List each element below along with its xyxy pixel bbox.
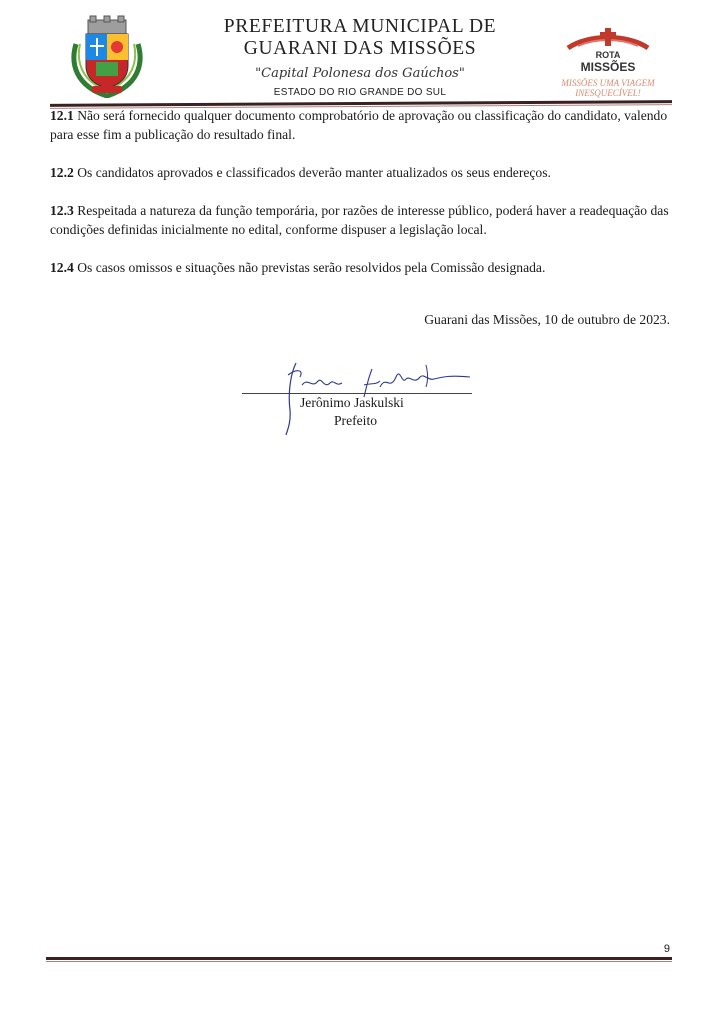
handwritten-signature-icon [230,355,490,445]
clause-text: Respeitada a natureza da função temporária, por razões de interesse público, poderá haver a readequação das condições definidas inicialmente no edital, conforme dispuser a legislação local. [50,203,669,237]
municipal-coat-of-arms-icon [66,14,148,98]
title-line-2: GUARANI DAS MISSÕES [243,38,477,59]
page-number: 9 [663,943,670,955]
paragraph-12-3 [50,201,672,239]
clause-number: 12.2 [50,165,74,180]
rota-slogan [548,78,668,98]
clause-number: 12.3 [50,203,74,218]
paragraph-12-2 [50,163,672,182]
title-line-1: PREFEITURA MUNICIPAL DE [223,16,497,37]
motto: "Capital Polonesa dos Gaúchos" [255,66,465,81]
date-line: Guarani das Missões, 10 de outubro de 2023. [424,312,670,327]
clause-text: Os casos omissos e situações não previstas serão resolvidos pela Comissão designada. [73,260,546,275]
paragraph-12-4 [50,258,672,277]
signer-name: Jerônimo Jaskulski [300,395,404,410]
rota-label: ROTA [595,50,621,60]
signature-block [230,355,490,445]
rota-missoes-logo [548,26,668,104]
signer-role: Prefeito [334,413,378,428]
rota-slogan-line-1: MISSÕES UMA VIAGEM [561,78,655,88]
rota-slogan-line-2: INESQUECÍVEL! [575,88,641,98]
clause-number: 12.1 [50,108,74,123]
letterhead-title [180,16,540,98]
footer-divider-thin [46,961,672,962]
footer-divider [46,957,672,960]
missoes-label: MISSÕES [580,60,636,74]
clause-text: Não será fornecido qualquer documento comprobatório de aprovação ou classificação do candidato, valendo para esse fim a publicação do resultado final. [50,108,668,142]
rota-missoes-emblem-icon [548,26,668,52]
clause-text: Os candidatos aprovados e classificados deverão manter atualizados os seus endereços. [73,165,551,180]
document-body [50,106,672,296]
state-name: ESTADO DO RIO GRANDE DO SUL [273,87,447,98]
clause-number: 12.4 [50,260,74,275]
paragraph-12-1 [50,106,672,144]
